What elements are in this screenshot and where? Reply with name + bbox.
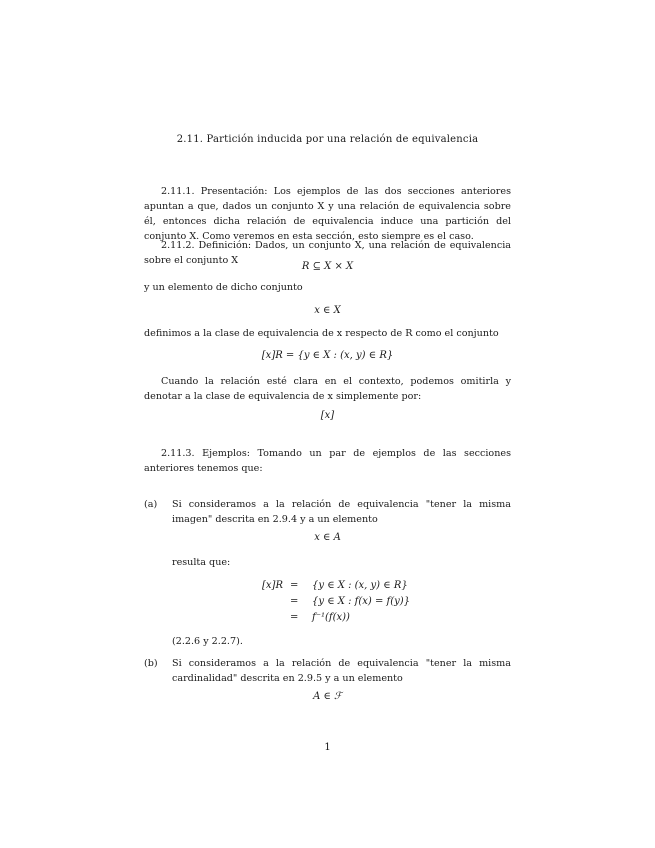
paragraph-element: y un elemento de dicho conjunto xyxy=(144,282,303,293)
item-a-lhs: [x]R xyxy=(262,580,283,591)
paragraph-class-definition: definimos a la clase de equivalencia de x respecto de R como el conjunto xyxy=(144,328,499,339)
item-b-label: (b) xyxy=(144,658,158,669)
item-a-row-2-op: = xyxy=(290,596,299,607)
item-a-row-1-rhs: {y ∈ X : (x, y) ∈ R} xyxy=(312,580,408,591)
page-number: 1 xyxy=(324,742,331,753)
item-a-references: (2.2.6 y 2.2.7). xyxy=(172,636,243,647)
item-b-text: Si consideramos a la relación de equivalencia "tener la misma cardinalidad" descrita en 2.9.5 y a un elemento xyxy=(172,658,511,684)
paragraph-notation: Cuando la relación esté clara en el contexto, podemos omitirla y denotar a la clase de equivalencia de x simplemente por: xyxy=(144,376,511,402)
item-a-row-3-rhs: f⁻¹(f(x)) xyxy=(312,612,350,623)
paragraph-ejemplos: 2.11.3. Ejemplos: Tomando un par de ejemplos de las secciones anteriores tenemos que: xyxy=(144,448,511,474)
item-a-row-3-op: = xyxy=(290,612,299,623)
item-b-equation: A ∈ ℱ xyxy=(313,691,342,702)
paragraph-presentacion: 2.11.1. Presentación: Los ejemplos de las dos secciones anteriores apuntan a que, dados un conjunto X y una relación de equivalencia sobre él, entonces dicha relación de equivalencia induce una partición del conjunto X. Como veremos en esta sección, esto siempre es el caso. xyxy=(144,186,511,242)
item-a-label: (a) xyxy=(144,499,158,510)
equation-class-short: [x] xyxy=(320,410,335,421)
section-title: 2.11. Partición inducida por una relación de equivalencia xyxy=(176,134,479,145)
item-a-row-2-rhs: {y ∈ X : f(x) = f(y)} xyxy=(312,596,411,607)
paragraph-definicion: 2.11.2. Definición: Dados, un conjunto X, una relación de equivalencia sobre el conjunto X xyxy=(144,240,511,266)
item-a-row-1-op: = xyxy=(290,580,299,591)
item-a-equation: x ∈ A xyxy=(314,532,341,543)
item-a-result-intro: resulta que: xyxy=(172,557,231,568)
equation-element-membership: x ∈ X xyxy=(314,305,341,316)
equation-equivalence-class: [x]R = {y ∈ X : (x, y) ∈ R} xyxy=(261,350,394,361)
item-a-text: Si consideramos a la relación de equivalencia "tener la misma imagen" descrita en 2.9.4 y a un elemento xyxy=(172,499,511,525)
equation-relation-subset: R ⊆ X × X xyxy=(301,261,354,272)
